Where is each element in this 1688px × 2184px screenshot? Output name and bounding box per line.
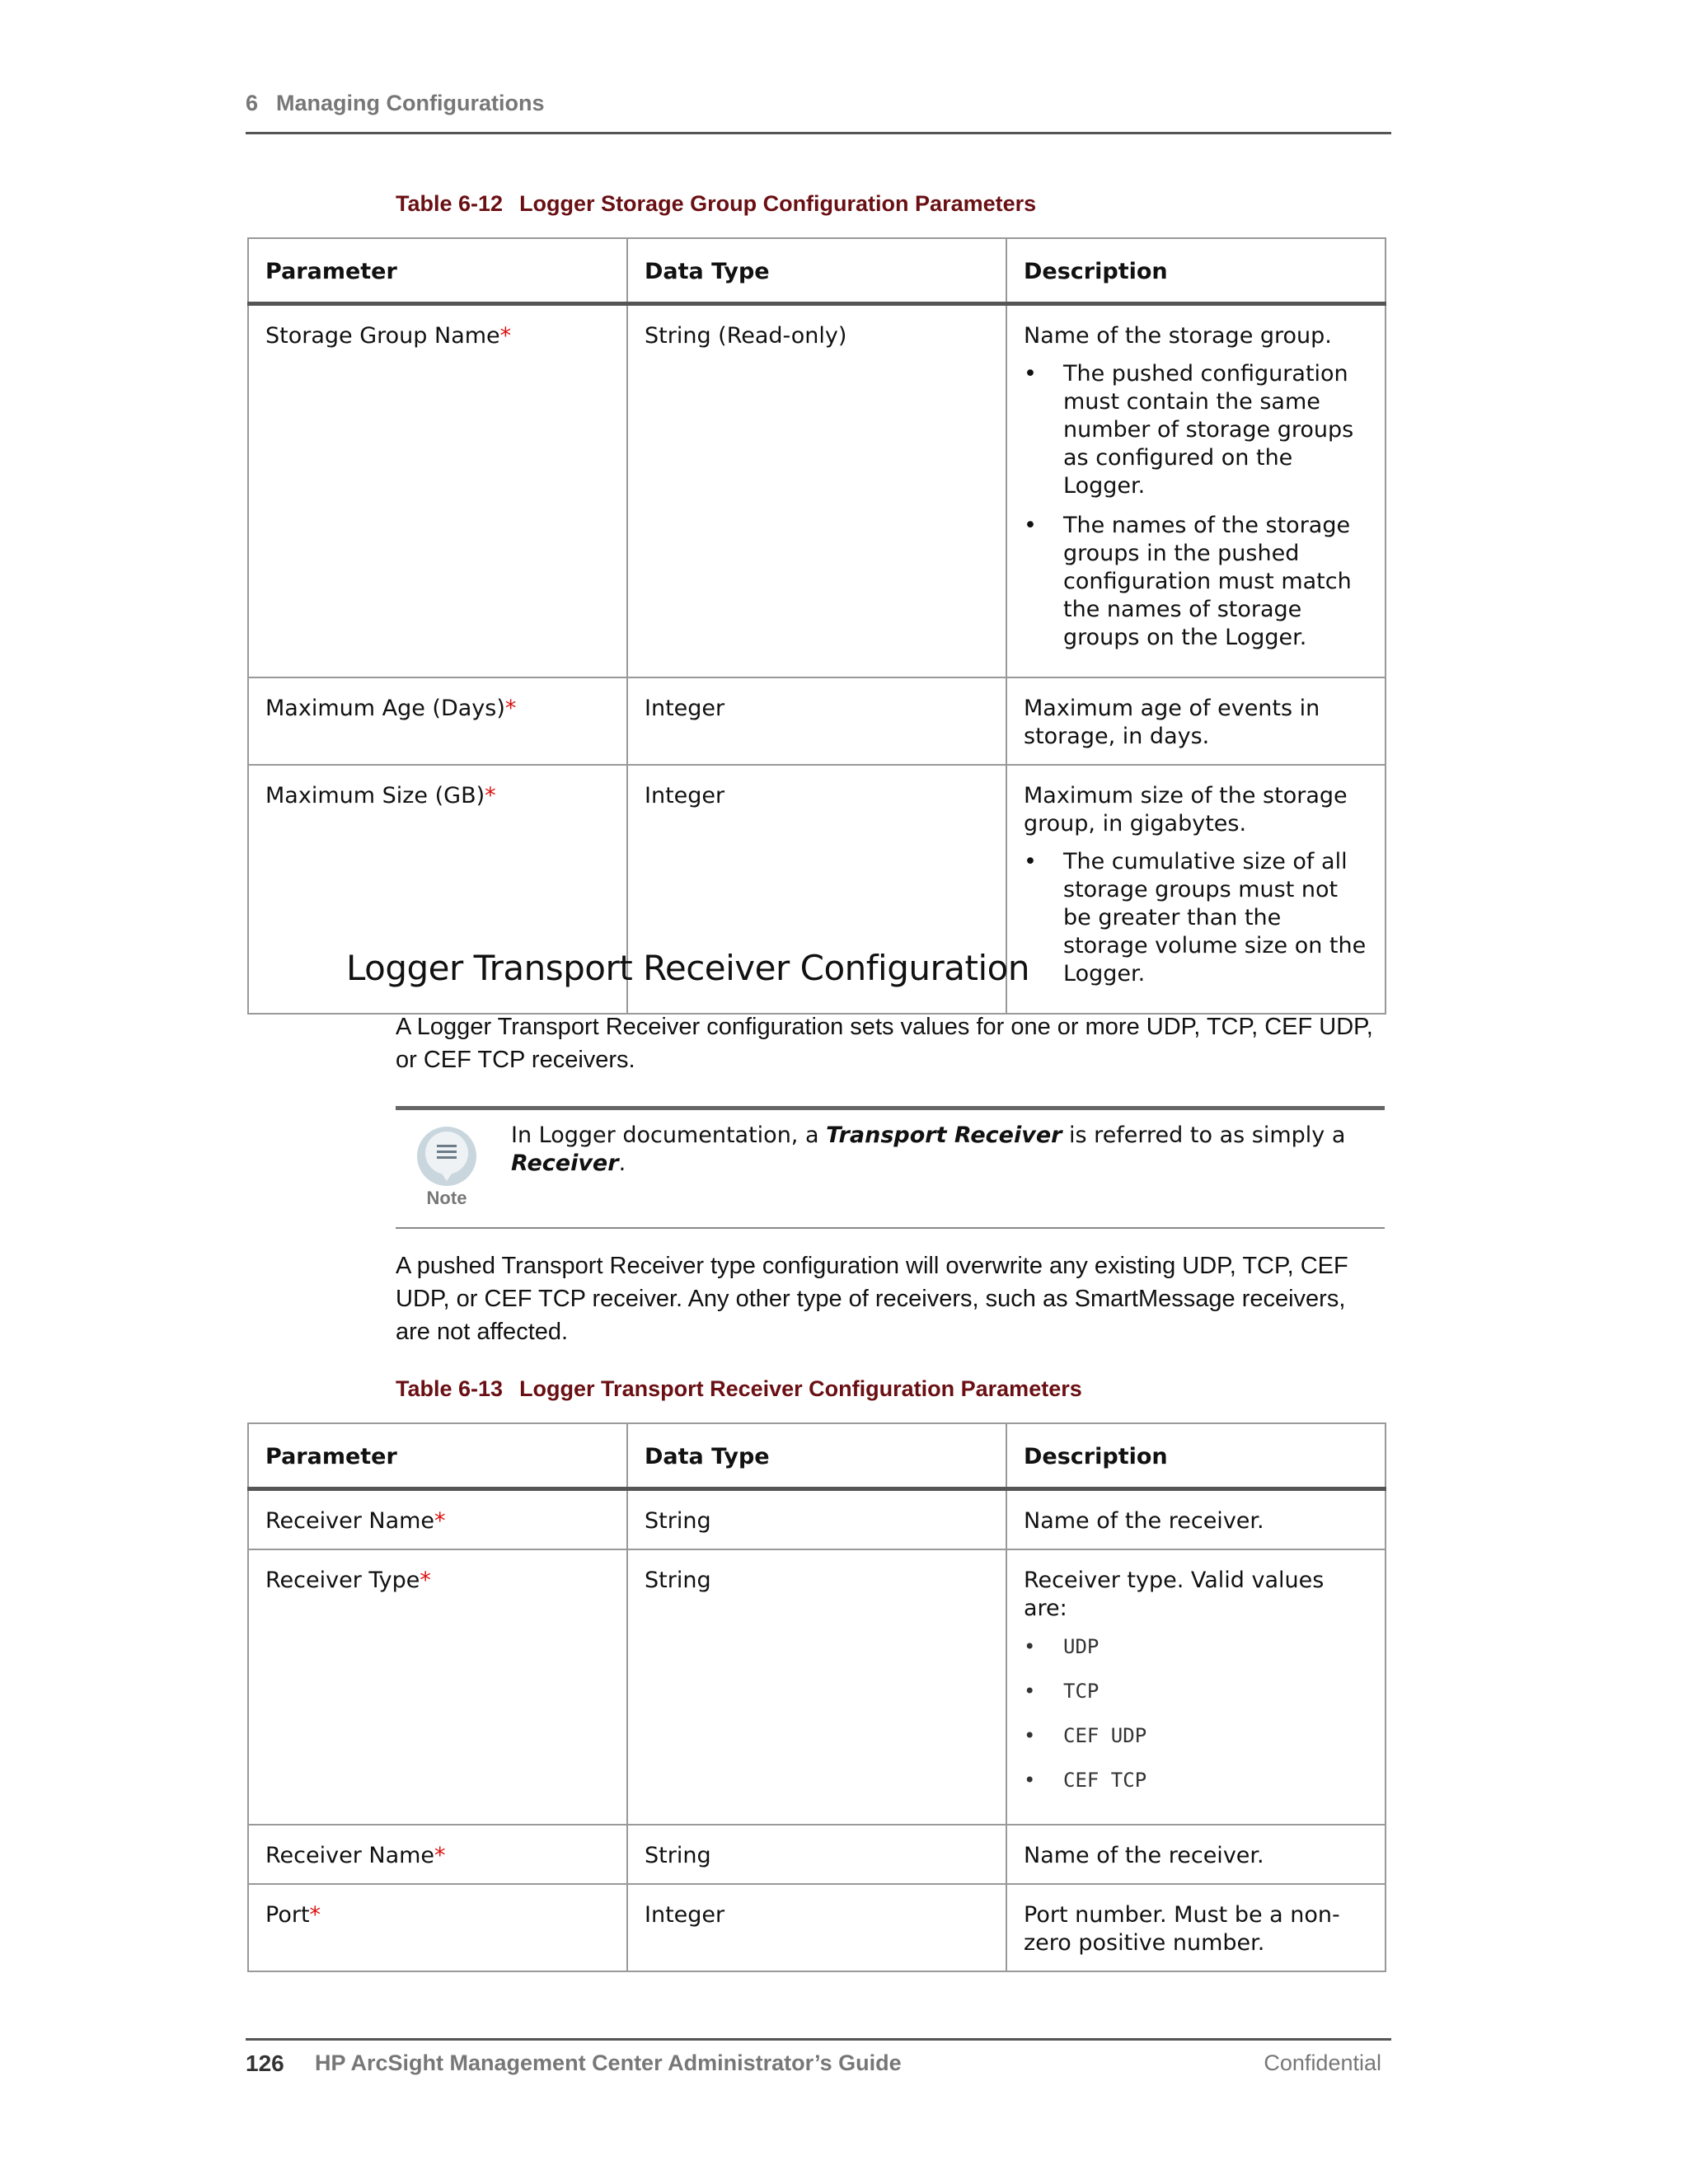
data-type-cell: String — [627, 1549, 1006, 1825]
required-marker: * — [434, 1843, 446, 1868]
note-icon-label: Note — [426, 1188, 467, 1207]
column-header-parameter: Parameter — [248, 1423, 627, 1489]
overwrite-paragraph: A pushed Transport Receiver type configuration will overwrite any existing UDP, TCP, CEF UDP, or CEF TCP receiver. Any other type of receivers, such as SmartMessage receivers, are not affected. — [396, 1253, 1348, 1345]
required-marker: * — [420, 1568, 431, 1593]
table2-caption-number: Table 6-13 — [396, 1376, 504, 1401]
parameter-cell — [248, 1549, 627, 1825]
column-header-description: Description — [1006, 238, 1386, 304]
description-cell — [1006, 1549, 1386, 1825]
description-text: Name of the storage group. — [1024, 323, 1332, 349]
description-cell: Maximum age of events in storage, in days. — [1006, 677, 1386, 765]
data-type-cell: String — [627, 1489, 1006, 1550]
table-row — [248, 1825, 1386, 1884]
parameter-name: Receiver Type — [265, 1568, 420, 1593]
parameter-name: Maximum Size (GB) — [265, 783, 485, 808]
parameter-name: Receiver Name — [265, 1508, 435, 1534]
valid-values-list — [1024, 1633, 1368, 1794]
table-header-row — [248, 1423, 1386, 1489]
parameter-name: Maximum Age (Days) — [265, 696, 505, 721]
speech-bubble-icon — [415, 1125, 478, 1207]
required-marker: * — [434, 1508, 446, 1534]
data-type-cell: Integer — [627, 1884, 1006, 1971]
table-row — [248, 304, 1386, 678]
value-item: • UDP — [1024, 1633, 1368, 1661]
column-header-parameter: Parameter — [248, 238, 627, 304]
page-footer — [246, 2038, 1391, 2082]
description-cell — [1006, 765, 1386, 1014]
note-term-transport-receiver: Transport Receiver — [826, 1122, 1062, 1148]
table1-caption — [396, 191, 1036, 217]
column-header-data-type: Data Type — [627, 1423, 1006, 1489]
column-header-data-type: Data Type — [627, 238, 1006, 304]
section-heading: Logger Transport Receiver Configuration — [346, 948, 1029, 988]
table-row — [248, 1489, 1386, 1550]
confidentiality-label: Confidential — [1264, 2050, 1381, 2075]
table1-caption-title: Logger Storage Group Configuration Parameters — [519, 191, 1037, 216]
data-type-cell: String (Read-only) — [627, 304, 1006, 678]
description-bullets — [1024, 360, 1368, 652]
table-row — [248, 1549, 1386, 1825]
note-text — [511, 1122, 1368, 1178]
intro-paragraph: A Logger Transport Receiver configuration sets values for one or more UDP, TCP, CEF UDP, or CEF TCP receivers. — [396, 1014, 1373, 1073]
storage-group-params-table — [247, 237, 1386, 1015]
parameter-name: Receiver Name — [265, 1843, 435, 1868]
description-cell: Port number. Must be a non-zero positive number. — [1006, 1884, 1386, 1971]
required-marker: * — [485, 783, 496, 808]
page-header — [246, 91, 1391, 134]
note-icon — [415, 1125, 478, 1207]
parameter-name: Storage Group Name — [265, 323, 500, 349]
bullet-item: • The cumulative size of all storage groups must not be greater than the storage volume size on the Logger. — [1024, 848, 1368, 988]
value-item: • TCP — [1024, 1677, 1368, 1705]
description-cell: Name of the receiver. — [1006, 1489, 1386, 1550]
chapter-title: Managing Configurations — [276, 91, 545, 115]
parameter-cell — [248, 304, 627, 678]
table2-caption — [396, 1376, 1082, 1402]
data-type-cell: String — [627, 1825, 1006, 1884]
required-marker: * — [309, 1902, 321, 1928]
description-cell: Name of the receiver. — [1006, 1825, 1386, 1884]
parameter-cell — [248, 677, 627, 765]
bullet-item: • The pushed configuration must contain the same number of storage groups as configured on the Logger. — [1024, 360, 1368, 500]
description-text: Receiver type. Valid values are: — [1024, 1568, 1325, 1621]
page-number: 126 — [246, 2050, 284, 2076]
table2-caption-title: Logger Transport Receiver Configuration Parameters — [519, 1376, 1082, 1401]
required-marker: * — [504, 696, 517, 721]
value-item: • CEF UDP — [1024, 1722, 1368, 1750]
description-cell — [1006, 304, 1386, 678]
data-type-cell: Integer — [627, 765, 1006, 1014]
guide-title: HP ArcSight Management Center Administrator’s Guide — [315, 2050, 902, 2075]
parameter-cell — [248, 1884, 627, 1971]
value-item: • CEF TCP — [1024, 1766, 1368, 1794]
column-header-description: Description — [1006, 1423, 1386, 1489]
transport-receiver-params-table — [247, 1422, 1386, 1972]
required-marker: * — [499, 323, 512, 349]
parameter-name: Port — [265, 1902, 310, 1928]
table1-caption-number: Table 6-12 — [396, 191, 504, 216]
chapter-number: 6 — [246, 91, 259, 115]
note-text-part: . — [618, 1151, 626, 1176]
table-header-row — [248, 238, 1386, 304]
note-text-part: is referred to as simply a — [1062, 1122, 1346, 1148]
bullet-item: • The names of the storage groups in the pushed configuration must match the names of storage groups on the Logger. — [1024, 512, 1368, 652]
parameter-cell — [248, 1489, 627, 1550]
description-text: Maximum size of the storage group, in gigabytes. — [1024, 783, 1348, 837]
note-box — [396, 1106, 1385, 1229]
data-type-cell: Integer — [627, 677, 1006, 765]
parameter-cell — [248, 1825, 627, 1884]
description-bullets — [1024, 848, 1368, 988]
table-row — [248, 1884, 1386, 1971]
table-row — [248, 677, 1386, 765]
note-text-part: In Logger documentation, a — [511, 1122, 827, 1148]
note-term-receiver: Receiver — [511, 1151, 619, 1176]
